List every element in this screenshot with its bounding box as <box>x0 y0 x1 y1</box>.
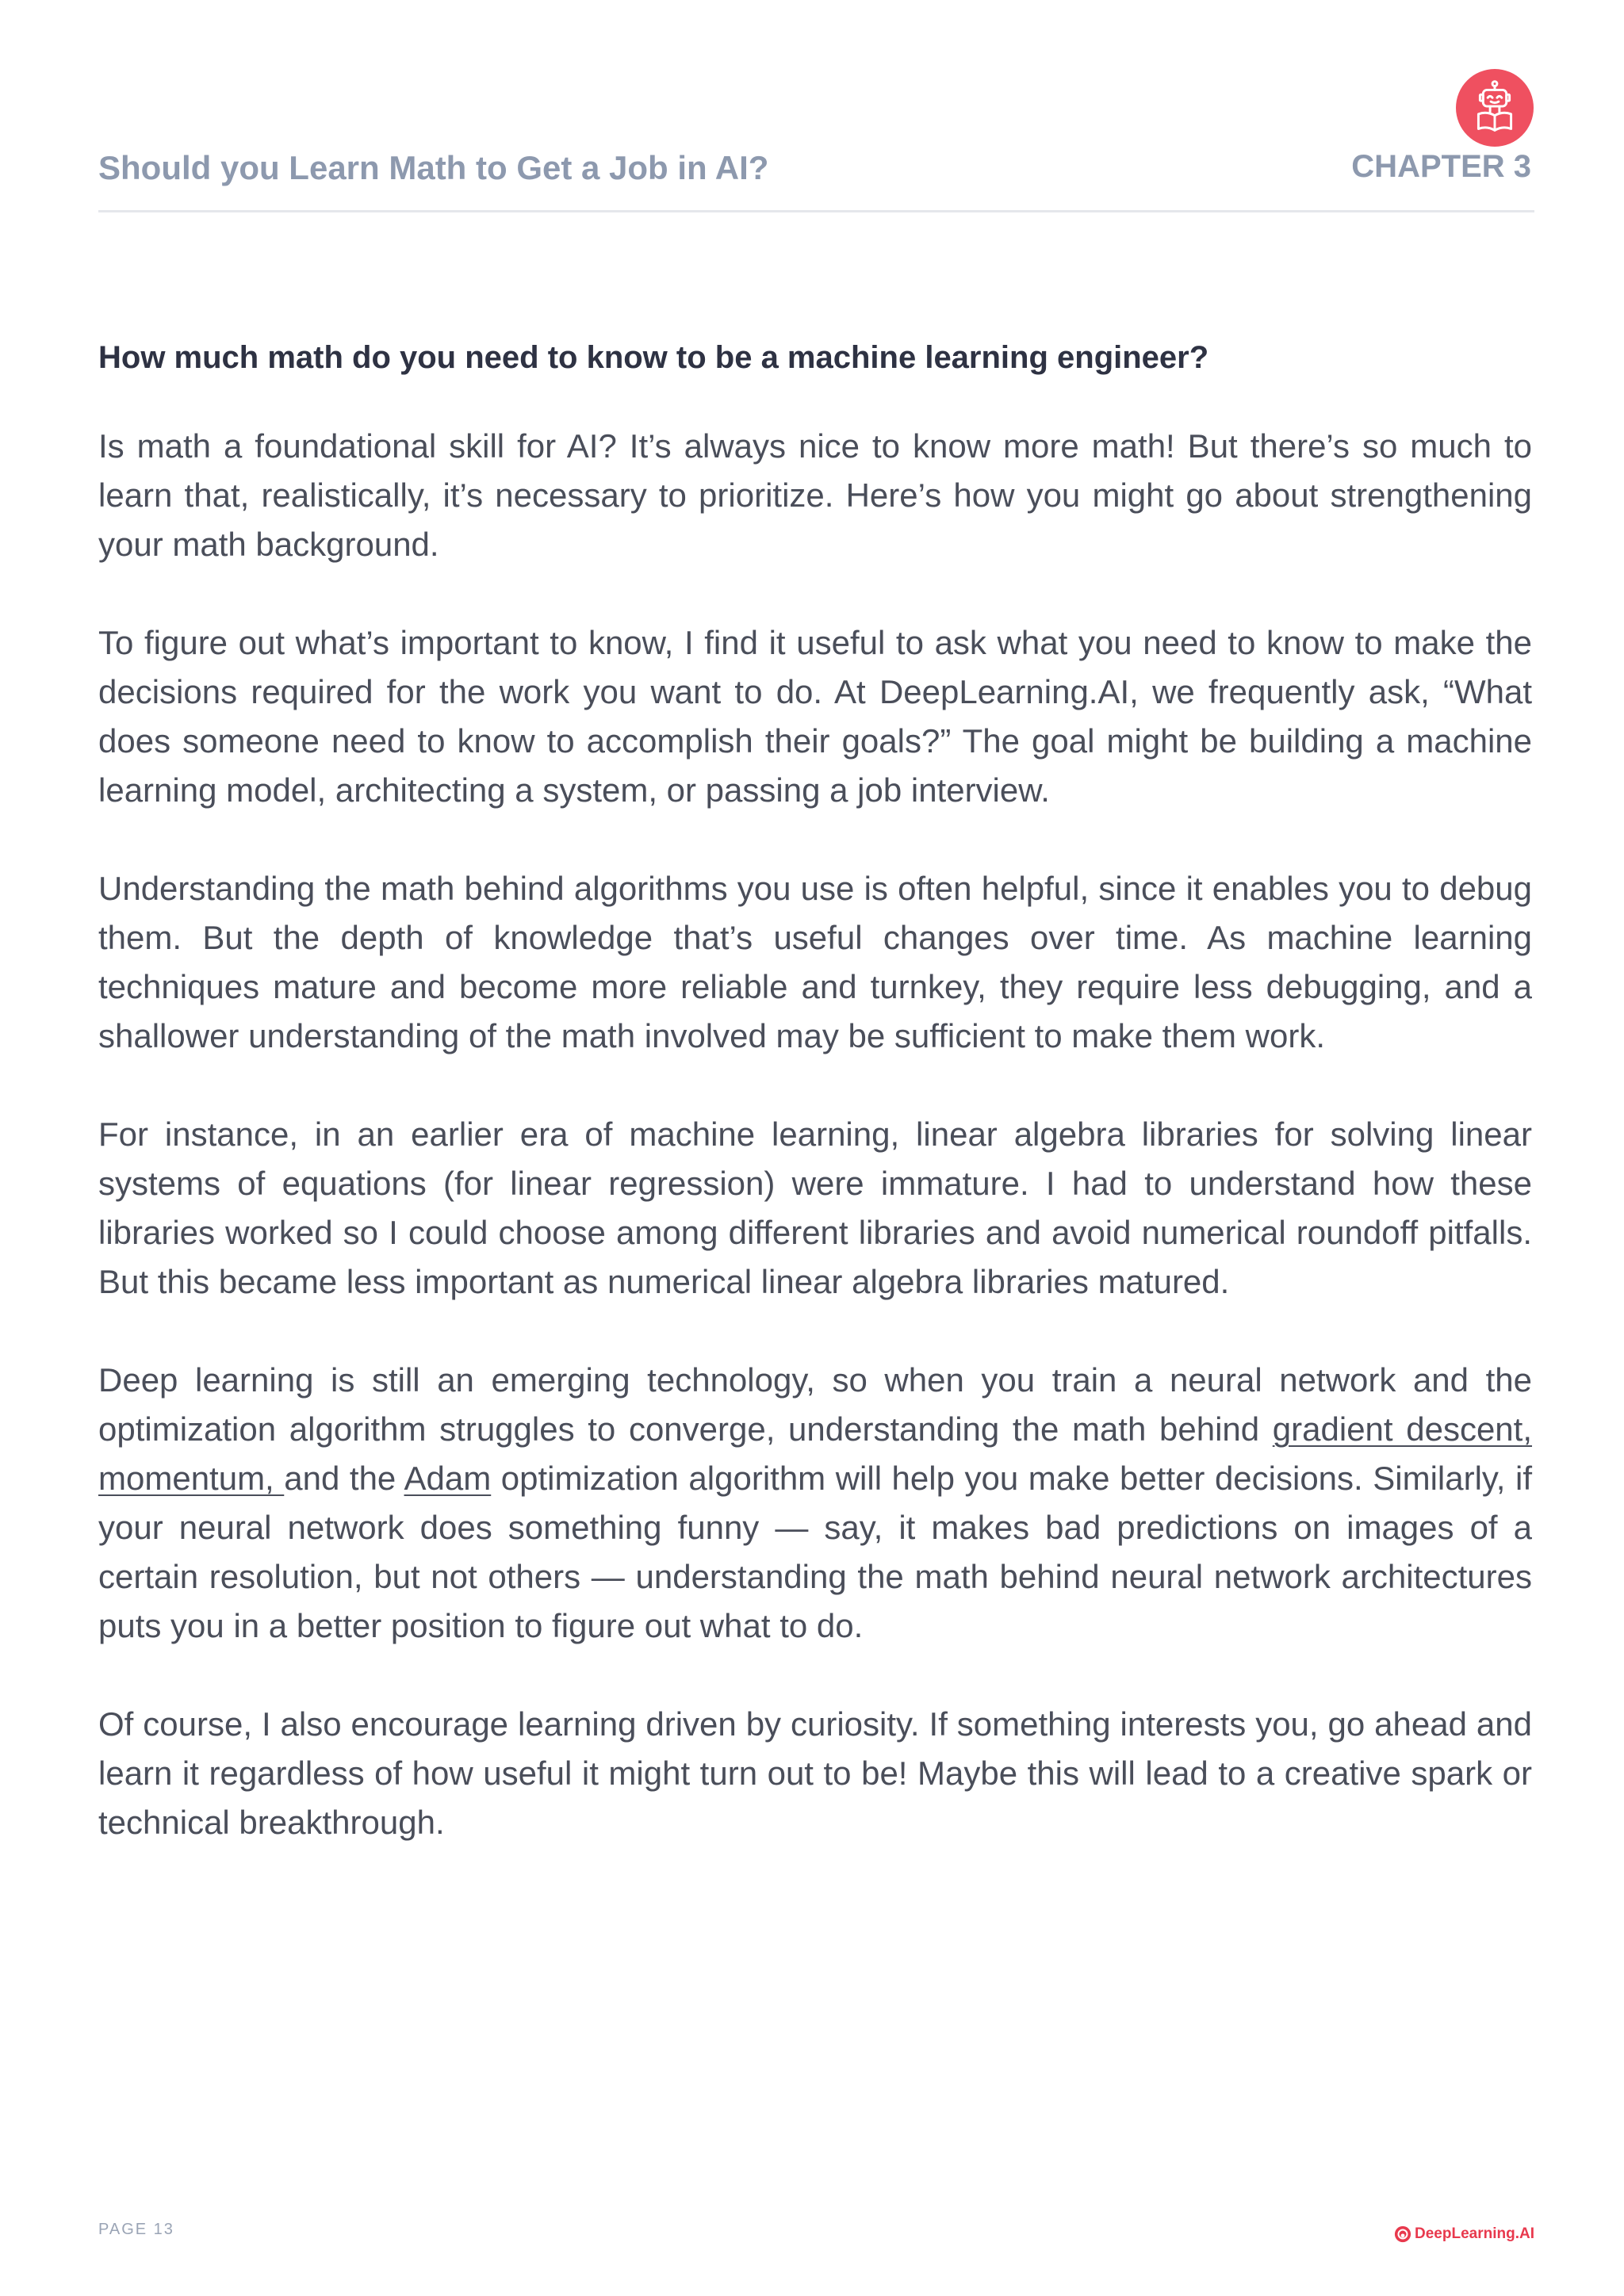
paragraph-text: optimization algorithm will help you make better decisions. Similarly, if your neural network does something funny — say, it makes bad predictions on images of a certain resolution, but not others — understanding the math behind neural network architectures puts you in a better position to figure out what to do. <box>98 1460 1533 1644</box>
adam-link[interactable]: Adam <box>404 1460 492 1497</box>
page-number: PAGE 13 <box>98 2221 174 2238</box>
momentum-link[interactable]: momentum, <box>98 1460 285 1497</box>
deeplearning-logo-mark <box>1394 2225 1411 2243</box>
paragraph-text: Understanding the math behind algorithms you use is often helpful, since it enables you to debug them. But the depth of knowledge that’s useful changes over time. As machine learning techniques mature and become more reliable and turnkey, they require less debugging, and a shallower understanding of the math involved may be sufficient to make them work. <box>98 870 1532 1054</box>
paragraph <box>98 422 1532 569</box>
paragraph-text: Of course, I also encourage learning driven by curiosity. If something interests you, go ahead and learn it regardless of how useful it might turn out to be! Maybe this will lead to a creative spark or technical breakthrough. <box>98 1705 1532 1841</box>
deeplearning-logo <box>1394 2224 1534 2244</box>
paragraph <box>98 864 1532 1061</box>
paragraph <box>98 1110 1532 1307</box>
paragraph <box>98 1356 1532 1651</box>
gradient-descent-link[interactable]: gradient descent, <box>1272 1410 1533 1448</box>
paragraph-text: To figure out what’s important to know, I find it useful to ask what you need to know to make the decisions required for the work you want to do. At DeepLearning.AI, we frequently ask, “What does someone need to know to accomplish their goals?” The goal might be building a machine learning model, architecting a system, or passing a job interview. <box>98 624 1532 809</box>
article-body <box>98 422 1532 1896</box>
paragraph <box>98 618 1532 815</box>
paragraph-text: For instance, in an earlier era of machine learning, linear algebra libraries for solving linear systems of equations (for linear regression) were immature. I had to understand how these libraries worked so I could choose among different libraries and avoid numerical roundoff pitfalls. But this became less important as numerical linear algebra libraries matured. <box>98 1115 1532 1300</box>
paragraph-text: Is math a foundational skill for AI? It’s always nice to know more math! But there’s so much to learn that, realistically, it’s necessary to prioritize. Here’s how you might go about strengthening your math background. <box>98 427 1532 563</box>
chapter-badge <box>1456 69 1534 147</box>
chapter-label: CHAPTER 3 <box>1351 149 1531 184</box>
page-header-title: Should you Learn Math to Get a Job in AI? <box>98 149 769 186</box>
logo-text: DeepLearning.AI <box>1415 2225 1534 2242</box>
section-heading: How much math do you need to know to be a machine learning engineer? <box>98 340 1209 375</box>
paragraph-text: Deep learning is still an emerging technology, so when you train a neural network and the optimization algorithm struggles to converge, understanding the math behind <box>98 1361 1532 1448</box>
paragraph <box>98 1700 1532 1847</box>
paragraph-text: and the <box>284 1460 404 1497</box>
robot-reading-book-icon <box>1456 69 1534 147</box>
header-divider <box>98 210 1534 212</box>
